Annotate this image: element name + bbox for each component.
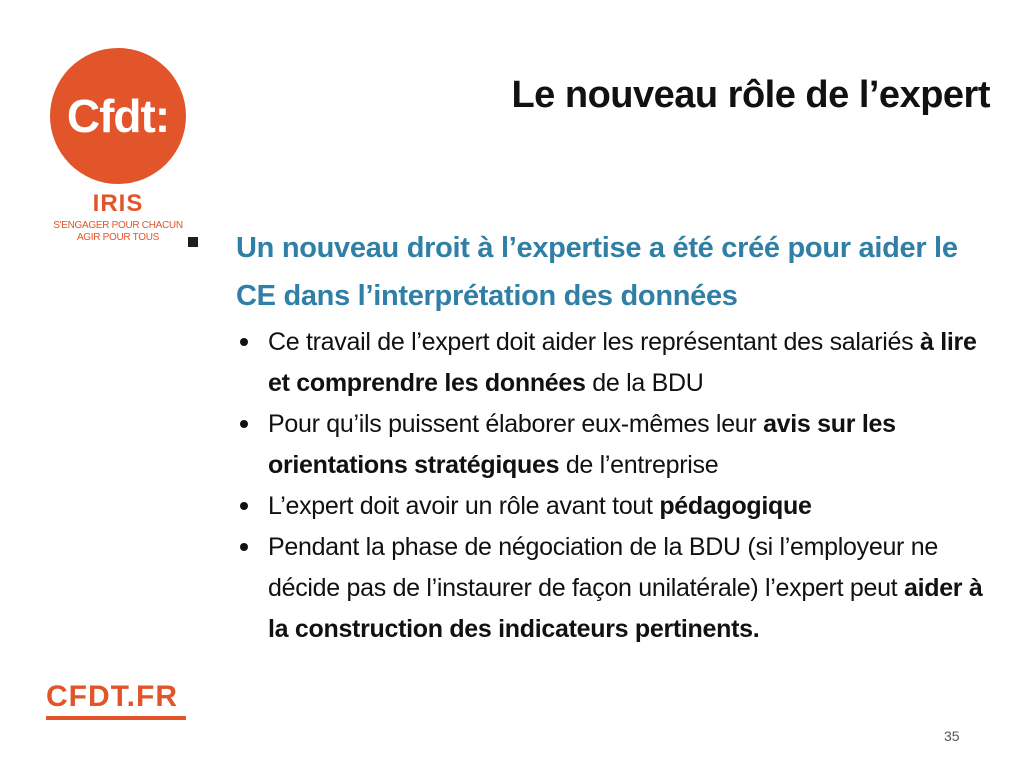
sub-bullet-bold: pédagogique <box>659 492 812 520</box>
logo-name: IRIS <box>92 190 144 217</box>
sub-bullet-item <box>236 404 1001 486</box>
slide-content <box>186 224 1001 650</box>
logo-circle <box>50 48 186 184</box>
bullet-dot-icon <box>240 543 248 551</box>
sub-bullet-list <box>186 322 1001 650</box>
sub-bullet-item <box>236 527 1001 650</box>
bullet-dot-icon <box>240 502 248 510</box>
main-bullet <box>186 224 1001 320</box>
site-underline <box>46 716 186 720</box>
sub-bullet-pre: Pour qu’ils puissent élaborer eux-mêmes leur <box>268 410 764 438</box>
sub-bullet-pre: Ce travail de l’expert doit aider les représentant des salariés <box>268 328 920 356</box>
bullet-dot-icon <box>240 338 248 346</box>
sub-bullet-bold: avis sur les orientations stratégiques <box>268 410 896 479</box>
main-bullet-text: Un nouveau droit à l’expertise a été créé pour aider le CE dans l’interprétation des données <box>236 232 958 312</box>
logo-tagline-line-1: S'ENGAGER POUR CHACUN <box>53 220 183 231</box>
square-bullet-icon <box>188 237 198 247</box>
sub-bullet-pre: L’expert doit avoir un rôle avant tout <box>268 492 660 520</box>
site-label: CFDT.FR <box>46 680 178 713</box>
sub-bullet-bold: aider à la construction des indicateurs pertinents. <box>268 574 983 643</box>
cfdt-iris-logo <box>50 48 186 244</box>
slide-title: Le nouveau rôle de l’expert <box>511 74 990 116</box>
sub-bullet-item <box>236 322 1001 404</box>
sub-bullet-post: de l’entreprise <box>559 451 719 479</box>
page-number: 35 <box>944 728 960 744</box>
sub-bullet-pre: Pendant la phase de négociation de la BDU (si l’employeur ne décide pas de l’instaurer de façon unilatérale) l’expert peut <box>268 533 938 602</box>
logo-tagline <box>50 220 186 244</box>
logo-brand: Cfdt: <box>66 90 170 142</box>
logo-tagline-line-2: AGIR POUR TOUS <box>76 232 160 243</box>
sub-bullet-bold: à lire et comprendre les données <box>268 328 977 397</box>
bullet-dot-icon <box>240 420 248 428</box>
sub-bullet-post: de la BDU <box>585 369 704 397</box>
sub-bullet-item <box>236 486 1001 527</box>
